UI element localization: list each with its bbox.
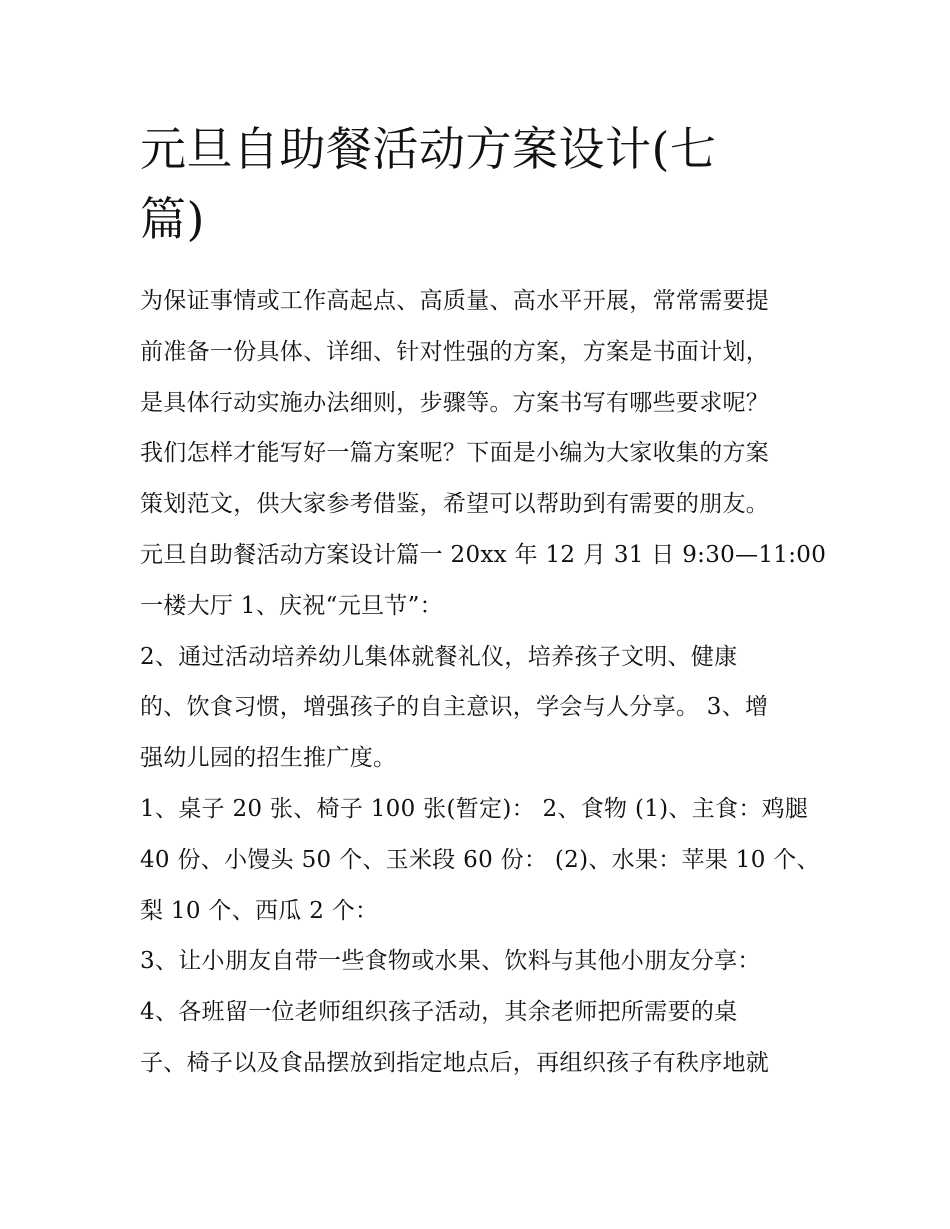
title-line-2: 篇) — [140, 192, 205, 246]
body-line: 一楼大厅 1、庆祝“元旦节”： — [140, 592, 443, 619]
body-line: 4、各班留一位老师组织孩子活动，其余老师把所需要的桌 — [140, 999, 738, 1026]
body-line: 是具体行动实施办法细则，步骤等。方案书写有哪些要求呢？ — [140, 389, 770, 416]
body-line: 强幼儿园的招生推广度。 — [140, 745, 397, 772]
body-line: 为保证事情或工作高起点、高质量、高水平开展，常常需要提 — [140, 288, 770, 314]
body-line: 2、通过活动培养幼儿集体就餐礼仪，培养孩子文明、健康 — [140, 643, 738, 670]
document-body — [140, 276, 830, 1089]
body-line: 的、饮食习惯，增强孩子的自主意识，学会与人分享。 3、增 — [140, 694, 769, 721]
body-line: 元旦自助餐活动方案设计篇一 20xx 年 12 月 31 日 9:30—11:00 — [140, 541, 827, 568]
body-line: 梨 10 个、西瓜 2 个： — [140, 897, 379, 924]
body-line: 1、桌子 20 张、椅子 100 张(暂定)： 2、食物 (1)、主食：鸡腿 — [140, 795, 809, 822]
body-line: 40 份、小馒头 50 个、玉米段 60 份： (2)、水果：苹果 10 个、 — [140, 846, 820, 873]
body-line: 前准备一份具体、详细、针对性强的方案，方案是书面计划， — [140, 338, 770, 365]
body-line: 我们怎样才能写好一篇方案呢？下面是小编为大家收集的方案 — [140, 440, 770, 467]
body-line: 子、椅子以及食品摆放到指定地点后，再组织孩子有秩序地就 — [140, 1049, 770, 1076]
title-line-1: 元旦自助餐活动方案设计(七 — [140, 122, 717, 176]
body-line: 3、让小朋友自带一些食物或水果、饮料与其他小朋友分享： — [140, 948, 761, 975]
body-line: 策划范文，供大家参考借鉴，希望可以帮助到有需要的朋友。 — [140, 491, 770, 518]
document-title — [140, 114, 820, 254]
